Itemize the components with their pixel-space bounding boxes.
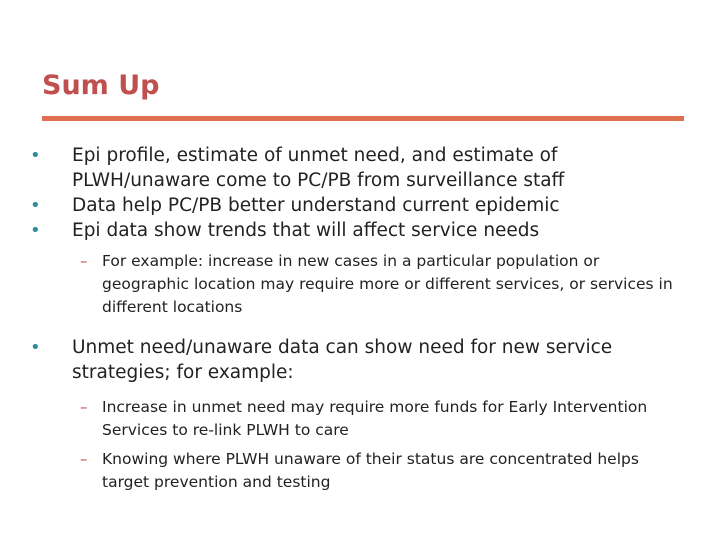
sub-bullet-item <box>30 448 690 494</box>
bullet-text: Epi profile, estimate of unmet need, and estimate of PLWH/unaware come to PC/PB from surveillance staff <box>72 145 565 191</box>
slide-title: Sum Up <box>42 70 160 101</box>
bullet-item <box>30 335 690 385</box>
bullet-item <box>30 143 690 193</box>
sub-bullet-text: For example: increase in new cases in a particular population or geographic location may require more or different services, or services in different locations <box>102 252 673 316</box>
sub-bullet-text: Increase in unmet need may require more funds for Early Intervention Services to re-link PLWH to care <box>102 398 648 439</box>
dash-marker: – <box>80 450 88 468</box>
bullet-dot: • <box>30 220 41 241</box>
sub-bullet-item <box>30 396 690 442</box>
sub-bullet-text: Knowing where PLWH unaware of their status are concentrated helps target prevention and testing <box>102 450 639 491</box>
bullet-dot: • <box>30 337 41 358</box>
bullet-dot: • <box>30 145 41 166</box>
bullet-text: Unmet need/unaware data can show need for new service strategies; for example: <box>72 337 613 383</box>
bullet-item <box>30 193 690 218</box>
bullet-item <box>30 218 690 243</box>
bullet-text: Epi data show trends that will affect service needs <box>72 220 540 241</box>
title-underline <box>42 116 684 121</box>
sub-bullet-item <box>30 250 690 319</box>
dash-marker: – <box>80 398 88 416</box>
bullet-text: Data help PC/PB better understand current epidemic <box>72 195 560 216</box>
bullet-list <box>30 143 690 494</box>
bullet-dot: • <box>30 195 41 216</box>
dash-marker: – <box>80 252 88 270</box>
